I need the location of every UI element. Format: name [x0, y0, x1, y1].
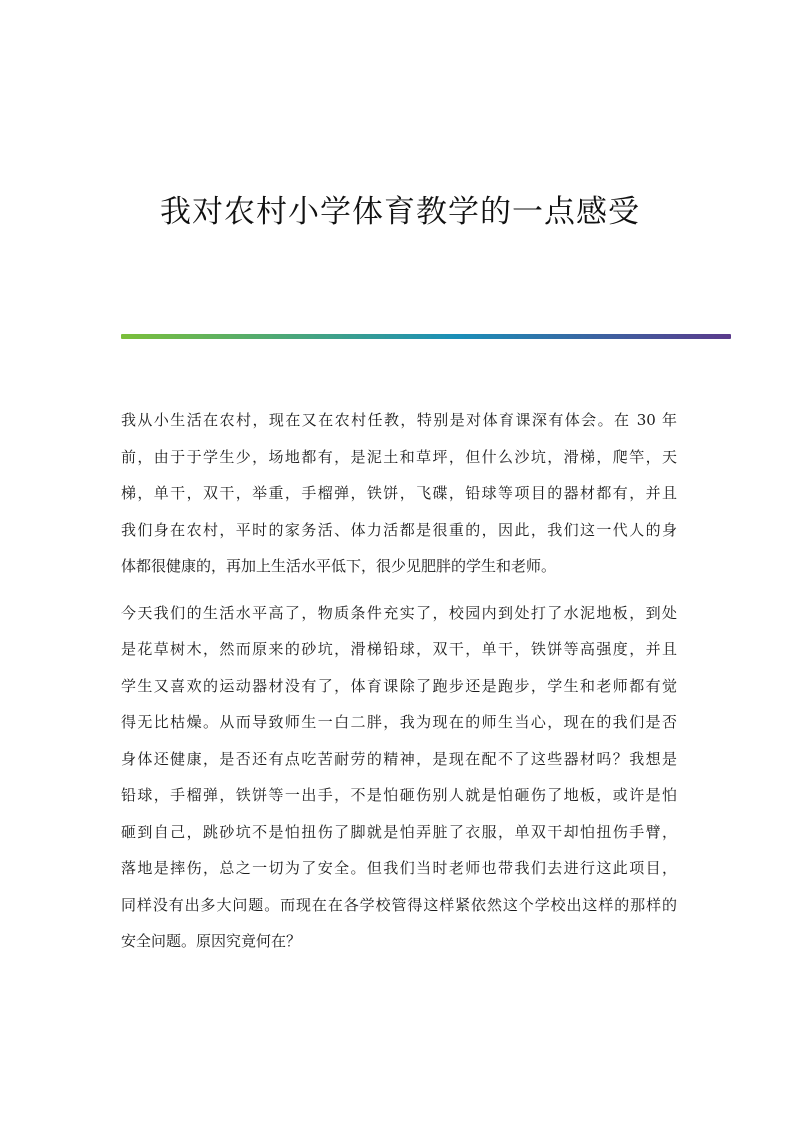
paragraph-line: 学生又喜欢的运动器材没有了，体育课除了跑步还是跑步，学生和老师都有觉: [121, 676, 677, 695]
paragraph-line: 我们身在农村，平时的家务活、体力活都是很重的，因此，我们这一代人的身: [121, 520, 677, 539]
paragraph-line: 今天我们的生活水平高了，物质条件充实了，校园内到处打了水泥地板，到处: [121, 603, 677, 622]
paragraph-line: 得无比枯燥。从而导致师生一白二胖，我为现在的师生当心，现在的我们是否: [121, 713, 677, 731]
paragraph-line: 铅球，手榴弹，铁饼等一出手，不是怕砸伤别人就是怕砸伤了地板，或许是怕: [121, 786, 677, 804]
paragraph-1: [121, 402, 677, 585]
paragraph-line: 落地是摔伤，总之一切为了安全。但我们当时老师也带我们去进行这此项目，: [121, 859, 677, 877]
paragraph-line: 是花草树木，然而原来的砂坑，滑梯铅球，双干，单干，铁饼等高强度，并且: [121, 640, 677, 658]
paragraph-line: 体都很健康的，再加上生活水平低下，很少见肥胖的学生和老师。: [121, 557, 557, 575]
paragraph-line: 安全问题。原因究竟何在？: [121, 932, 302, 950]
paragraph-line: 我从小生活在农村，现在又在农村任教，特别是对体育课深有体会。在 30 年: [121, 411, 677, 429]
gradient-divider: [121, 334, 731, 339]
paragraph-line: 梯，单干，双干，举重，手榴弹，铁饼，飞碟，铅球等项目的器材都有，并且: [121, 484, 677, 502]
document-title: 我对农村小学体育教学的一点感受: [160, 194, 640, 230]
paragraph-line: 前，由于于学生少，场地都有，是泥土和草坪，但什么沙坑，滑梯，爬竿，天: [121, 447, 677, 466]
document-body: [121, 402, 677, 970]
paragraph-line: 同样没有出多大问题。而现在在各学校管得这样紧依然这个学校出这样的那样的: [121, 895, 677, 914]
paragraph-line: 砸到自己，跳砂坑不是怕扭伤了脚就是怕弄脏了衣服，单双干却怕扭伤手臂，: [121, 822, 677, 841]
paragraph-line: 身体还健康，是否还有点吃苦耐劳的精神，是现在配不了这些器材吗？我想是: [121, 749, 677, 768]
paragraph-2: [121, 595, 677, 960]
